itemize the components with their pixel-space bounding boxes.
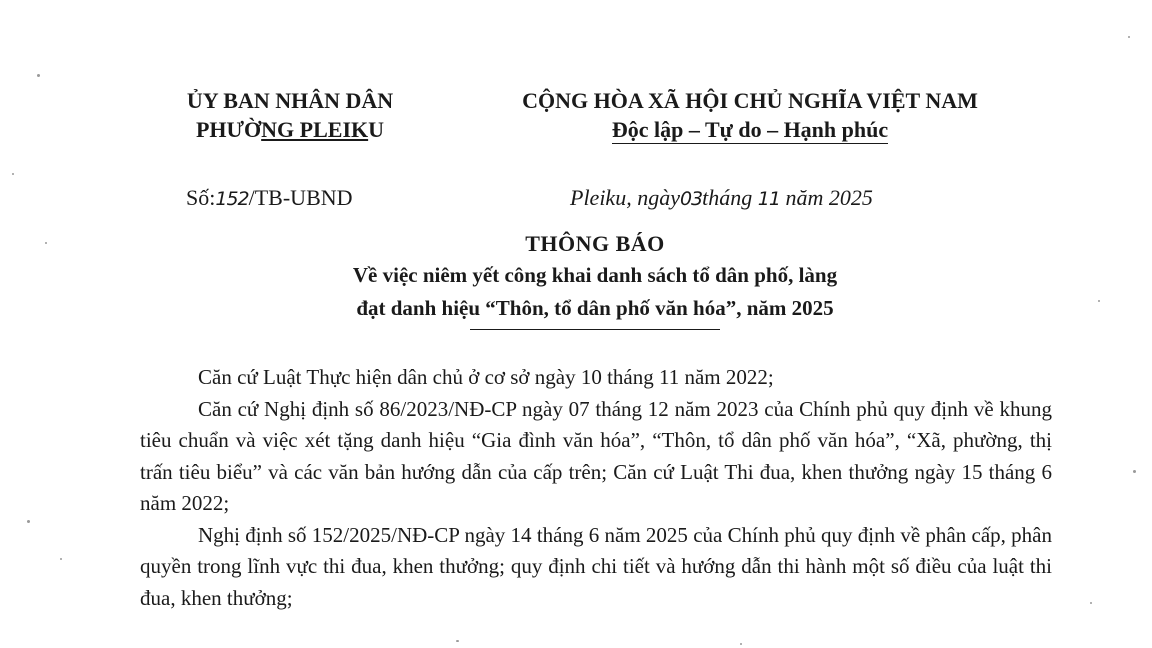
document-date — [570, 185, 873, 211]
authority-line-2 — [150, 115, 430, 144]
title-subject-line-2: đạt danh hiệu “Thôn, tổ dân phố văn hóa”, năm 2025 — [356, 296, 834, 320]
scan-speck — [740, 643, 742, 645]
body-paragraph: Căn cứ Luật Thực hiện dân chủ ở cơ sở ngày 10 tháng 11 năm 2022; — [198, 365, 774, 389]
date-day-handwritten: 03 — [679, 188, 703, 210]
date-place: Pleiku, ngày — [570, 185, 680, 210]
title-subject-line-1: Về việc niêm yết công khai danh sách tổ dân phố, làng — [352, 263, 838, 287]
document-number-prefix: Số: — [186, 185, 216, 210]
scan-speck — [1133, 470, 1136, 473]
document-number-handwritten: 152 — [215, 188, 249, 210]
document-body — [140, 362, 1052, 614]
country-name: CỘNG HÒA XÃ HỘI CHỦ NGHĨA VIỆT NAM — [522, 88, 978, 113]
national-header — [470, 86, 1030, 144]
scan-speck — [45, 242, 47, 244]
national-motto — [470, 115, 1030, 144]
national-motto-text: Độc lập – Tự do – Hạnh phúc — [611, 117, 889, 142]
date-month-label: tháng — [702, 185, 753, 210]
authority-line-1: ỦY BAN NHÂN DÂN — [186, 88, 394, 113]
scan-speck — [60, 558, 62, 560]
scan-speck — [1090, 602, 1092, 604]
date-month-handwritten: 11 — [757, 188, 780, 210]
scan-speck — [12, 173, 14, 175]
title-divider — [470, 329, 720, 330]
scan-speck — [1128, 36, 1130, 38]
scan-speck — [1098, 300, 1100, 302]
scan-speck — [27, 520, 30, 523]
document-number-suffix: /TB-UBND — [248, 185, 353, 210]
issuing-authority — [150, 86, 430, 144]
title-main: THÔNG BÁO — [525, 231, 665, 256]
body-paragraph: Căn cứ Nghị định số 86/2023/NĐ-CP ngày 07 tháng 12 năm 2023 của Chính phủ quy định về khung tiêu chuẩn và việc xét tặng danh hiệu “Gia đình văn hóa”, “Thôn, tổ dân phố văn hóa”, “Xã, phường, thị trấn tiêu biểu” và các văn bản hướng dẫn của cấp trên; Căn cứ Luật Thi đua, khen thưởng ngày 15 tháng 6 năm 2022; — [140, 396, 1052, 515]
scan-speck — [37, 74, 40, 77]
date-year: năm 2025 — [785, 185, 873, 210]
authority-line-2-prefix: PHƯỜ — [195, 117, 262, 142]
authority-line-2-underlined: NG PLEIK — [261, 117, 369, 142]
document-title — [200, 229, 990, 330]
body-paragraph: Nghị định số 152/2025/NĐ-CP ngày 14 tháng 6 năm 2025 của Chính phủ quy định về phân cấp, phân quyền trong lĩnh vực thi đua, khen thưởng; quy định chi tiết và hướng dẫn thi hành một số điều của luật thi đua, khen thưởng; — [140, 522, 1052, 610]
scan-speck — [456, 640, 459, 642]
document-number — [186, 185, 353, 211]
authority-line-2-suffix: U — [368, 117, 385, 142]
